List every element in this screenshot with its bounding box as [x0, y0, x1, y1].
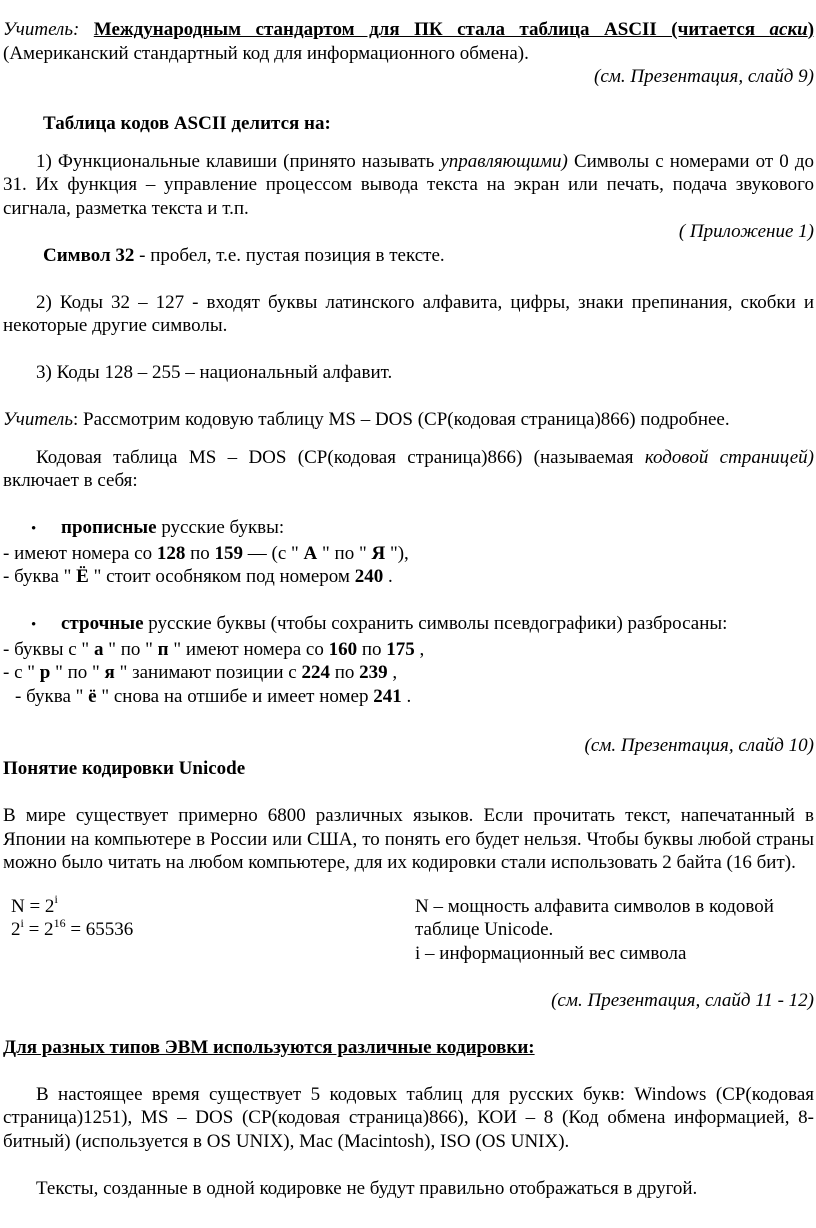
- lowercase-yo-line: - буква " ё " снова на отшибе и имеет номер 241 .: [15, 685, 412, 707]
- bullet-lowercase: • строчные русские буквы (чтобы сохранить символы псевдографики) разбросаны:: [3, 612, 814, 638]
- encodings-paragraph: В настоящее время существует 5 кодовых таблиц для русских букв: Windows (CP(кодовая страница)1251), MS – DOS (CP(кодовая страница)866), КОИ – 8 (Код обмена информацией, 8-битный) (используется в OS UNIX), Mac (Macintosh), ISO (OS UNIX).: [3, 1083, 814, 1152]
- msdos-paragraph: Кодовая таблица MS – DOS (CP(кодовая страница)866) (называемая кодовой страницей) включает в себя:: [3, 446, 814, 491]
- encodings-note: Тексты, созданные в одной кодировке не будут правильно отображаться в другой.: [36, 1177, 698, 1199]
- formula-2i: $2^i = 2^{16} = 65536$: [11, 915, 134, 940]
- presentation-ref-slide-11-12: (см. Презентация, слайд 11 - 12): [551, 989, 814, 1011]
- teacher-label: Учитель:: [3, 19, 80, 40]
- ascii-point-1: 1) Функциональные клавиши (принято называть управляющими) Символы с номерами от 0 до 31. Их функция – управление процессом вывода текста на экран или печать, подача звукового сигнала, разметка текста и т.п.: [3, 150, 814, 219]
- bullet-uppercase: • прописные русские буквы:: [3, 516, 814, 542]
- appendix-ref: ( Приложение 1): [678, 221, 814, 242]
- unicode-formulas: [3, 892, 415, 966]
- unicode-definitions: [415, 895, 814, 966]
- intro-continuation: (Американский стандартный код для информационного обмена).: [3, 42, 529, 64]
- bullet-icon: •: [31, 521, 37, 537]
- formula-n: $N = 2^i$: [11, 892, 58, 917]
- ascii-point-3: 3) Коды 128 – 255 – национальный алфавит.: [36, 362, 393, 383]
- lowercase-range-line-2: - с " р " по " я " занимают позиции с 224 по 239 ,: [3, 662, 398, 683]
- uppercase-range-line: - имеют номера со 128 по 159 — (с " А " по " Я "),: [3, 542, 409, 564]
- uppercase-yo-line: - буква " Ё " стоит особняком под номером 240 .: [3, 566, 393, 587]
- ascii-table-heading: Таблица кодов ASCII делится на:: [43, 113, 331, 134]
- unicode-paragraph: В мире существует примерно 6800 различных языков. Если прочитать текст, напечатанный в Японии на компьютере в России или США, то понять его будет нельзя. Чтобы буквы любой страны можно было читать на любом компьютере, для их кодировки стали использовать 2 байта (16 бит).: [3, 805, 814, 873]
- bullet-icon: •: [31, 617, 37, 633]
- intro-paragraph: [3, 18, 814, 65]
- teacher-msdos-line: Учитель: Рассмотрим кодовую таблицу MS – DOS (CP(кодовая страница)866) подробнее.: [3, 409, 730, 430]
- definition-n: N – мощность алфавита символов в кодовой таблице Unicode.: [415, 895, 774, 940]
- ascii-standard-title: Международным стандартом для ПК стала таблица ASCII (читается аски): [93, 19, 815, 40]
- presentation-ref-slide-9: (см. Презентация, слайд 9): [594, 66, 814, 87]
- presentation-ref-slide-10: (см. Презентация, слайд 10): [584, 734, 814, 756]
- ascii-point-2: 2) Коды 32 – 127 - входят буквы латинского алфавита, цифры, знаки препинания, скобки и некоторые другие символы.: [3, 291, 814, 336]
- unicode-formula-block: [3, 892, 814, 966]
- definition-i: i – информационный вес символа: [415, 942, 687, 964]
- symbol-32-line: Символ 32 - пробел, т.е. пустая позиция в тексте.: [43, 244, 445, 266]
- encodings-heading: Для разных типов ЭВМ используются различные кодировки:: [3, 1036, 535, 1058]
- lowercase-range-line-1: - буквы с " а " по " п " имеют номера со 160 по 175 ,: [3, 638, 425, 660]
- unicode-heading: Понятие кодировки Unicode: [3, 758, 246, 779]
